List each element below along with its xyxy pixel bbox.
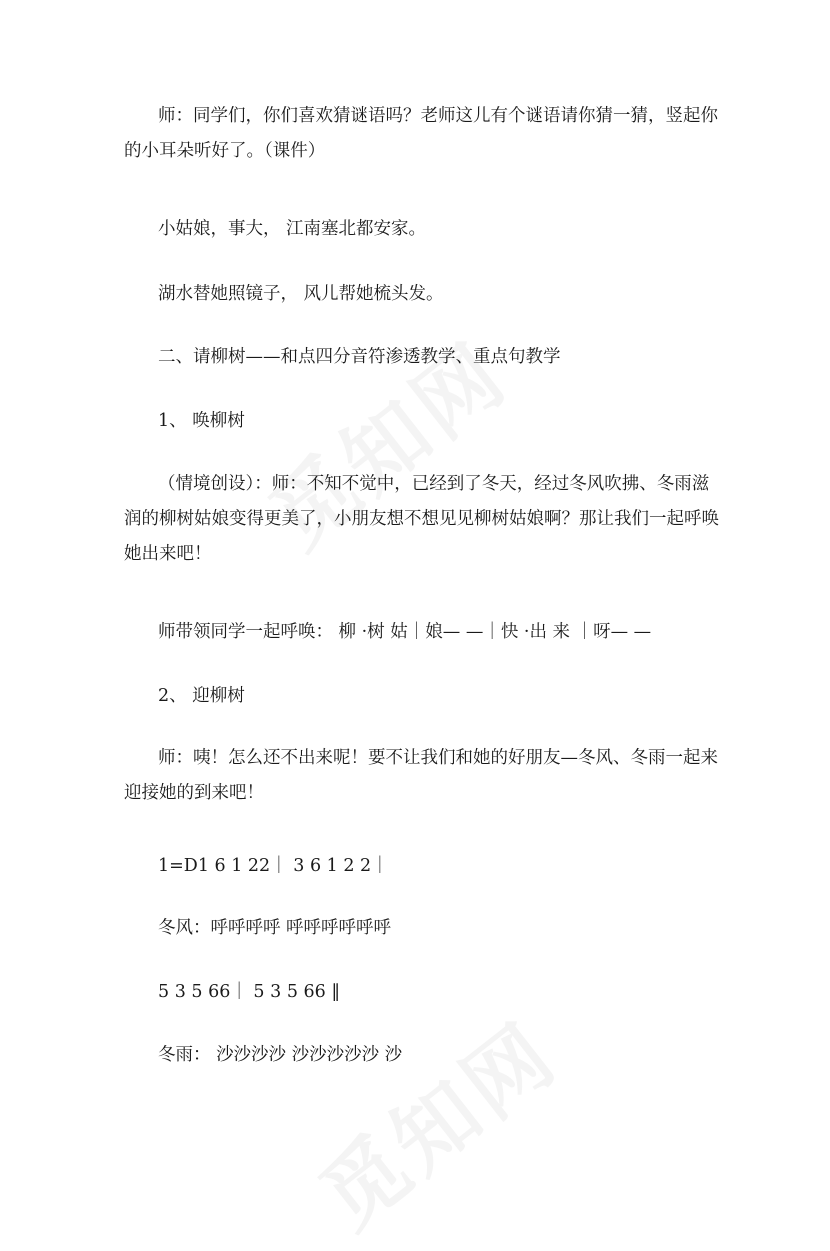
paragraph-call-rhythm: 师带领同学一起呼唤： 柳 ·树 姑｜娘— —｜快 ·出 来 ｜呀— — <box>158 622 652 642</box>
notation-line-2: 5 3 5 66｜ 5 3 5 66 ‖ <box>158 982 341 1002</box>
notation-line-1: 1=D1 6 1 22｜ 3 6 1 2 2｜ <box>158 856 389 876</box>
paragraph-scenario: （情境创设）：师：不知不觉中，已经到了冬天，经过冬风吹拂、冬雨滋润的柳树姑娘变得更美了，小朋友想不想见见柳树姑娘啊？那让我们一起呼唤她出来吧！ <box>124 474 719 564</box>
paragraph-riddle-line1: 小姑娘，事大， 江南塞北都安家。 <box>158 219 427 239</box>
paragraph-riddle-line2: 湖水替她照镜子， 风儿帮她梳头发。 <box>158 284 444 304</box>
lyrics-winter-rain: 冬雨： 沙沙沙沙 沙沙沙沙沙 沙 <box>158 1045 403 1065</box>
lyrics-winter-wind: 冬风：呼呼呼呼 呼呼呼呼呼呼 <box>158 918 392 938</box>
paragraph-riddle-intro: 师：同学们，你们喜欢猜谜语吗？老师这儿有个谜语请你猜一猜，竖起你的小耳朵听好了。（课件） <box>124 106 718 161</box>
section-heading-2: 二、请柳树——和点四分音符渗透教学、重点句教学 <box>158 347 561 367</box>
subheading-call-willow: 1、 唤柳树 <box>158 411 245 431</box>
paragraph-welcome: 师：咦！怎么还不出来呢！要不让我们和她的好朋友—冬风、冬雨一起来迎接她的到来吧！ <box>124 748 718 803</box>
watermark <box>291 990 578 1251</box>
subheading-welcome-willow: 2、 迎柳树 <box>158 686 245 706</box>
